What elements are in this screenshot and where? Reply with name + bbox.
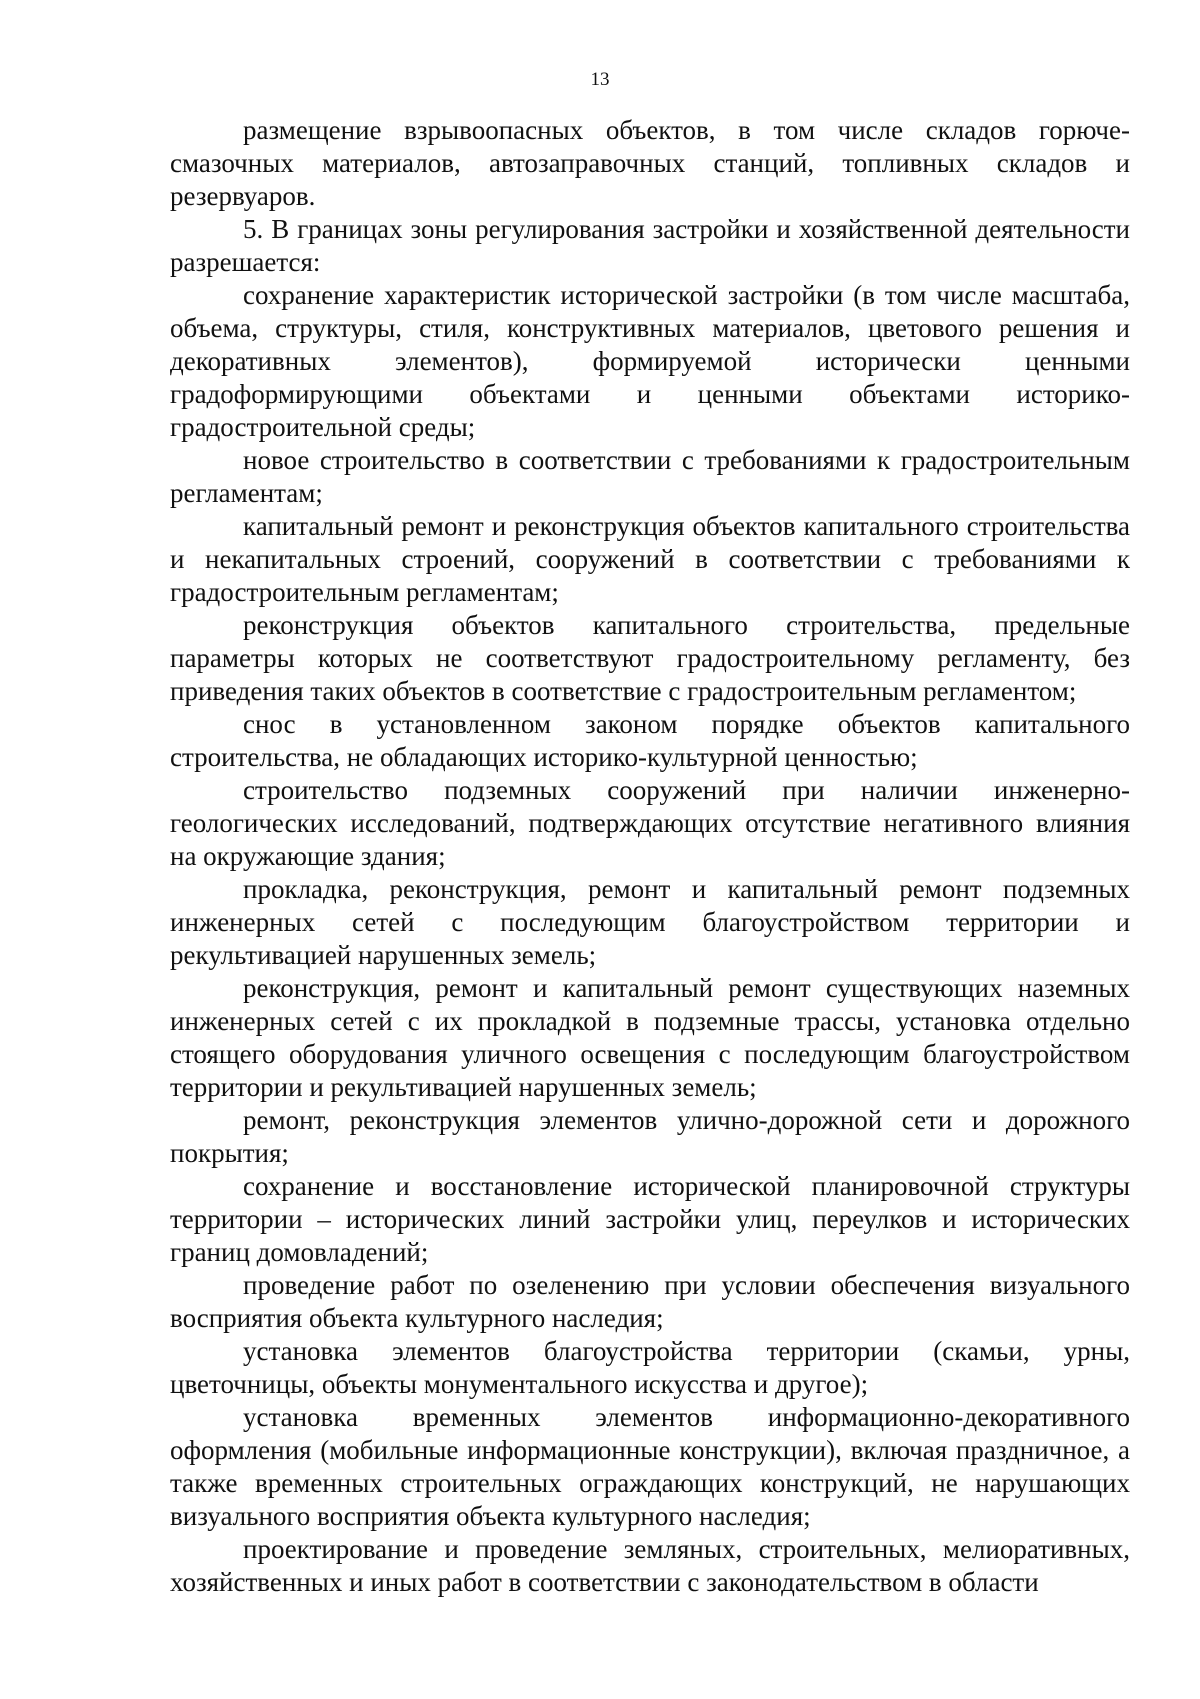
paragraph: установка временных элементов информационно-декоративного оформления (мобильные информационные конструкции), включая праздничное, а также временных строительных ограждающих конструкций, не нарушающих визуального восприятия объекта культурного наследия; <box>170 1402 1130 1531</box>
paragraph: снос в установленном законом порядке объектов капитального строительства, не обладающих историко-культурной ценностью; <box>170 709 1130 772</box>
document-body <box>170 114 1130 1599</box>
paragraph: проектирование и проведение земляных, строительных, мелиоративных, хозяйственных и иных работ в соответствии с законодательством в области <box>170 1534 1130 1597</box>
paragraph: реконструкция, ремонт и капитальный ремонт существующих наземных инженерных сетей с их прокладкой в подземные трассы, установка отдельно стоящего оборудования уличного освещения с последующим благоустройством территории и рекультивацией нарушенных земель; <box>170 973 1130 1102</box>
paragraph: прокладка, реконструкция, ремонт и капитальный ремонт подземных инженерных сетей с последующим благоустройством территории и рекультивацией нарушенных земель; <box>170 874 1130 970</box>
paragraph: строительство подземных сооружений при наличии инженерно-геологических исследований, подтверждающих отсутствие негативного влияния на окружающие здания; <box>170 775 1130 871</box>
paragraph: установка элементов благоустройства территории (скамьи, урны, цветочницы, объекты монументального искусства и другое); <box>170 1336 1130 1399</box>
paragraph: проведение работ по озеленению при условии обеспечения визуального восприятия объекта культурного наследия; <box>170 1270 1130 1333</box>
paragraph: капитальный ремонт и реконструкция объектов капитального строительства и некапитальных строений, сооружений в соответствии с требованиями к градостроительным регламентам; <box>170 511 1130 607</box>
paragraph: сохранение и восстановление исторической планировочной структуры территории – исторических линий застройки улиц, переулков и исторических границ домовладений; <box>170 1171 1130 1267</box>
paragraph: сохранение характеристик исторической застройки (в том числе масштаба, объема, структуры, стиля, конструктивных материалов, цветового решения и декоративных элементов), формируемой исторически ценными градоформирующими объектами и ценными объектами историко-градостроительной среды; <box>170 280 1130 442</box>
paragraph: 5. В границах зоны регулирования застройки и хозяйственной деятельности разрешается: <box>170 214 1130 277</box>
paragraph: реконструкция объектов капитального строительства, предельные параметры которых не соответствуют градостроительному регламенту, без приведения таких объектов в соответствие с градостроительным регламентом; <box>170 610 1130 706</box>
paragraph: размещение взрывоопасных объектов, в том числе складов горюче-смазочных материалов, автозаправочных станций, топливных складов и резервуаров. <box>170 115 1130 211</box>
paragraph: ремонт, реконструкция элементов улично-дорожной сети и дорожного покрытия; <box>170 1105 1130 1168</box>
paragraph: новое строительство в соответствии с требованиями к градостроительным регламентам; <box>170 445 1130 508</box>
page-number: 13 <box>590 69 610 90</box>
